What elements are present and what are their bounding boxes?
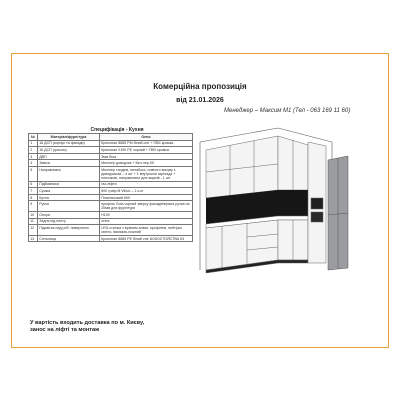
- delivery-note-line-2: занос на ліфті та монтаж: [30, 327, 100, 333]
- oven-column: [308, 142, 326, 263]
- spec-header-number: №: [29, 134, 38, 141]
- spec-row: [29, 181, 193, 188]
- spec-cell-description: Кронопан 8685 PM білий сніг + ПВХ кромка: [100, 140, 193, 147]
- base-cabinets: [206, 216, 308, 273]
- spec-cell-number: 4: [29, 160, 38, 167]
- spec-header-description: Опис: [100, 134, 193, 141]
- spec-cell-description: Н100: [100, 211, 193, 218]
- spec-cell-description: Кронопан 8685 PЕ білий сніг БОКОСТОЙСТВА К3: [100, 235, 193, 242]
- spec-cell-description: Мюллер доводчик + Вкл.лер-05: [100, 160, 193, 167]
- spec-cell-description: LED-стрічка з врізним алюм. профілем, нейтрал. світло, вимикач-ножний: [100, 225, 193, 236]
- spec-cell-number: 8: [29, 194, 38, 201]
- spec-cell-number: 2: [29, 147, 38, 154]
- spec-cell-number: 13: [29, 235, 38, 242]
- spec-cell-description: газ-ліфти: [100, 181, 193, 188]
- spec-cell-number: 1: [29, 140, 38, 147]
- spec-row: [29, 166, 193, 181]
- page-title: Комерційна пропозиція: [153, 82, 247, 91]
- spec-cell-material: Сушка: [38, 188, 100, 195]
- tall-unit: [328, 156, 348, 270]
- spec-cell-number: 3: [29, 153, 38, 160]
- spec-cell-material: 16 ДСП (корпус та фасади): [38, 140, 100, 147]
- spec-header-material: Матеріал/фурнітура: [38, 134, 100, 141]
- spec-cell-number: 7: [29, 188, 38, 195]
- spec-cell-number: 10: [29, 211, 38, 218]
- spec-row: [29, 218, 193, 225]
- spec-cell-description: Мюллер тандем, метабокс, повного висуву з доводчиком – 4 шт + 1 внутрішня шухляда + полозкові, направляючі для ящиків - 1 шт: [100, 166, 193, 181]
- manager-contact: Менеджер – Максим М1 (Тел - 063 169 11 60): [224, 108, 351, 114]
- spec-row: [29, 188, 193, 195]
- spec-header-row: [29, 134, 193, 141]
- spec-cell-material: Стільниця: [38, 235, 100, 242]
- spec-table: [28, 133, 193, 242]
- spec-cell-material: Направляючі: [38, 166, 100, 181]
- spec-cell-number: 5: [29, 166, 38, 181]
- spec-cell-material: Ручки: [38, 201, 100, 212]
- spec-row: [29, 140, 193, 147]
- spec-row: [29, 235, 193, 242]
- spec-cell-number: 6: [29, 181, 38, 188]
- spec-cell-material: Підйомники: [38, 181, 100, 188]
- spec-row: [29, 225, 193, 236]
- spec-table-body: [29, 140, 193, 242]
- delivery-note-line-1: У вартість входить доставка по м. Києву,: [30, 320, 145, 326]
- spec-cell-material: Завіси: [38, 160, 100, 167]
- spec-cell-number: 11: [29, 218, 38, 225]
- spec-cell-material: Задня під плиту: [38, 218, 100, 225]
- spec-row: [29, 194, 193, 201]
- spec-row: [29, 201, 193, 212]
- spec-cell-material: Опори: [38, 211, 100, 218]
- spec-cell-description: 3мм біла: [100, 153, 193, 160]
- spec-cell-material: 16 ДСП (цоколь): [38, 147, 100, 154]
- spec-cell-description: Кронопан 0190 РЕ чорний + ПВХ кромка: [100, 147, 193, 154]
- delivery-note: [30, 320, 200, 334]
- kitchen-render-image: [192, 120, 364, 286]
- spec-row: [29, 211, 193, 218]
- spec-cell-description: 600 граф.бі Viboo – 1 к-кт: [100, 188, 193, 195]
- proposal-date: від 21.01.2026: [176, 97, 224, 104]
- spec-row: [29, 160, 193, 167]
- spec-cell-description: стіна: [100, 218, 193, 225]
- spec-cell-material: ДВП: [38, 153, 100, 160]
- spec-row: [29, 153, 193, 160]
- spec-cell-description: профіль Gola чорний зверху фасадів/врізна ручка на 20мм для фурнітури: [100, 201, 193, 212]
- spec-title: Специфікація - Кухня: [90, 127, 144, 133]
- upper-cabinets: [206, 136, 308, 198]
- spec-row: [29, 147, 193, 154]
- spec-cell-description: Пластиковий 600: [100, 194, 193, 201]
- spec-cell-number: 12: [29, 225, 38, 236]
- spec-cell-number: 9: [29, 201, 38, 212]
- spec-cell-material: Кухня: [38, 194, 100, 201]
- spec-cell-material: Підсвітка над роб. поверхнею: [38, 225, 100, 236]
